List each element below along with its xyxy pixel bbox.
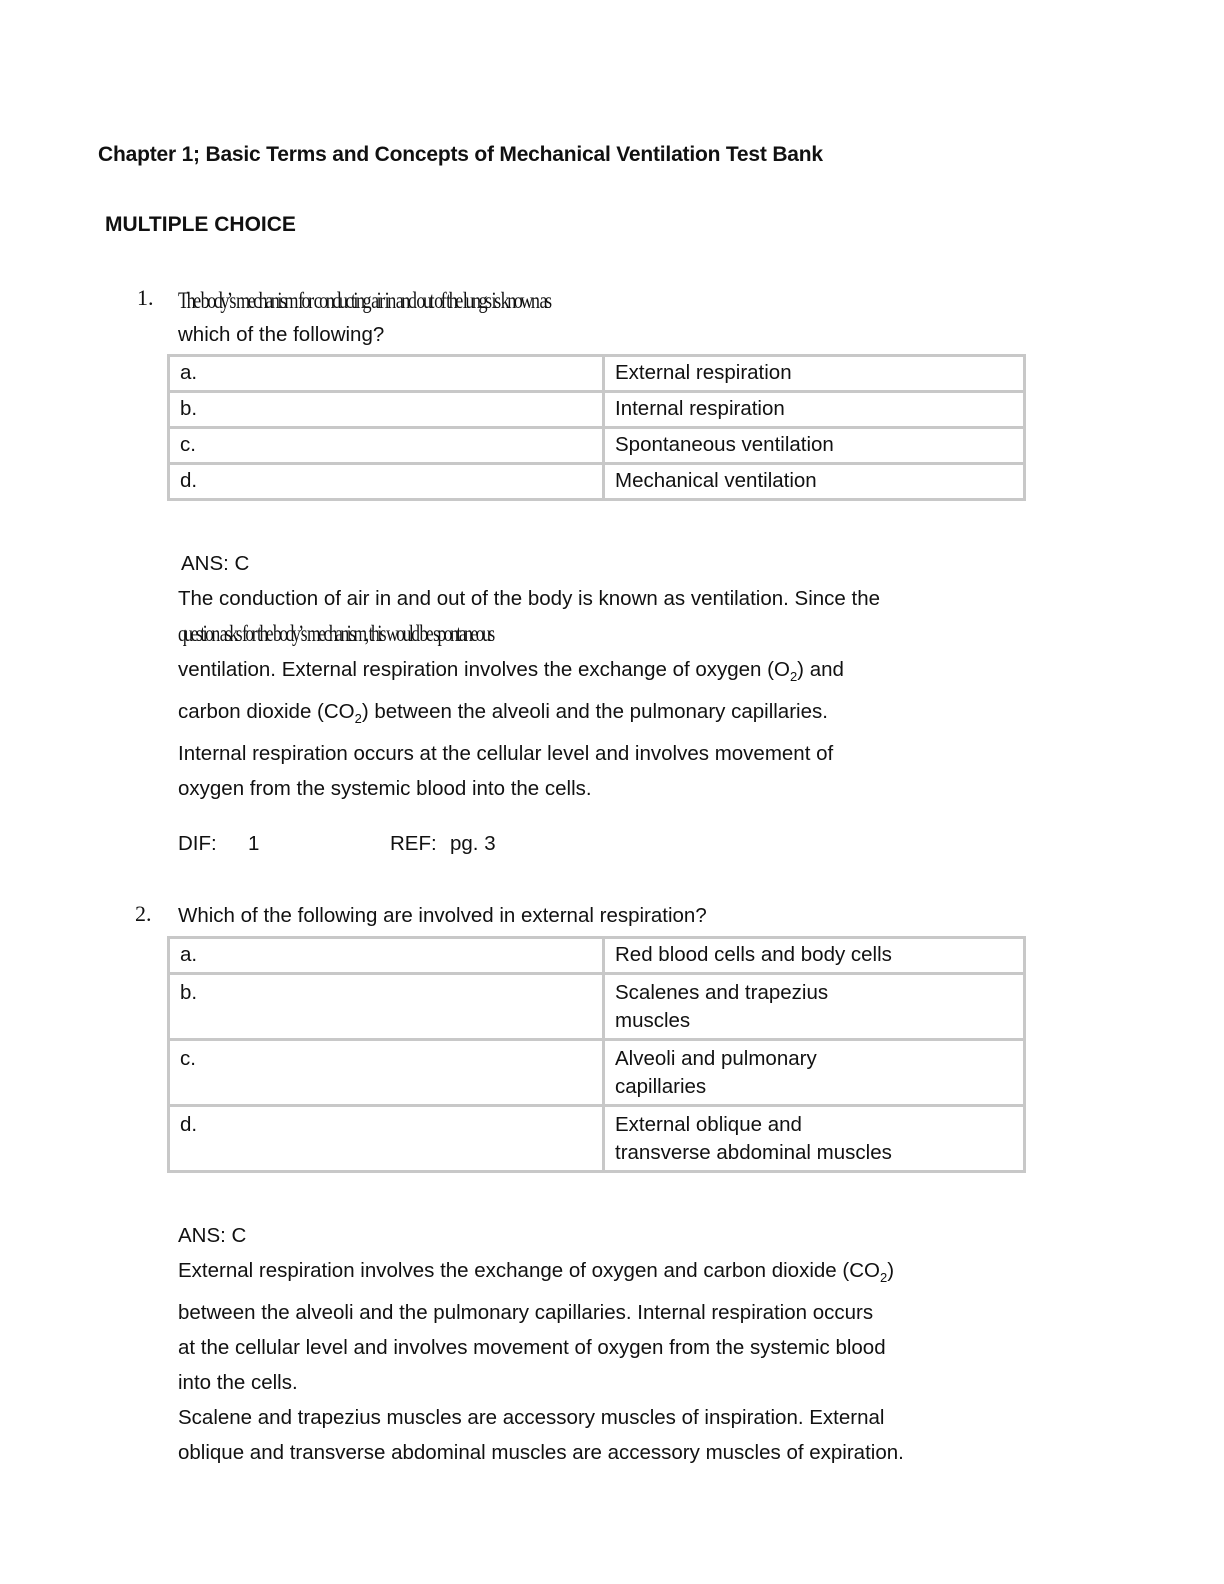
question-2-choices (167, 936, 1026, 1173)
section-heading: MULTIPLE CHOICE (105, 213, 296, 236)
question-1-choices (167, 354, 1026, 501)
question-1-answer-block (178, 546, 1038, 806)
choice-letter: d. (169, 1106, 604, 1172)
question-2-number: 2. (135, 901, 152, 926)
choice-row[interactable] (169, 1040, 1025, 1106)
choice-text: Scalenes and trapezius muscles (604, 974, 1025, 1040)
rationale-line: ventilation. External respiration involves the exchange of oxygen $(O_2)$ and (178, 658, 844, 685)
choice-row[interactable] (169, 428, 1025, 464)
choice-row[interactable] (169, 392, 1025, 428)
choice-letter: a. (169, 356, 604, 392)
choice-text: Mechanical ventilation (604, 464, 1025, 500)
choice-row[interactable] (169, 1106, 1025, 1172)
question-1-line-2: which of the following? (178, 323, 385, 346)
choice-letter: c. (169, 428, 604, 464)
choice-letter: c. (169, 1040, 604, 1106)
rationale-line: into the cells. (178, 1371, 298, 1395)
ref-label: REF: (390, 832, 437, 855)
question-2-answer-block (178, 1218, 1038, 1470)
rationale-line: between the alveoli and the pulmonary capillaries. Internal respiration occurs (178, 1301, 874, 1325)
choice-text: Red blood cells and body cells (604, 938, 1025, 974)
rationale-line: External respiration involves the exchange of oxygen and carbon dioxide $(CO_2)$ (178, 1259, 895, 1286)
choice-text: Spontaneous ventilation (604, 428, 1025, 464)
choice-letter: a. (169, 938, 604, 974)
answer-label: ANS: C (178, 1224, 247, 1247)
question-1-meta (178, 832, 496, 856)
rationale-line: oxygen from the systemic blood into the cells. (178, 777, 592, 801)
choice-text: Internal respiration (604, 392, 1025, 428)
rationale-line: oblique and transverse abdominal muscles are accessory muscles of expiration. (178, 1441, 904, 1465)
question-1-number: 1. (137, 285, 154, 310)
rationale-line: The conduction of air in and out of the body is known as ventilation. Since the (178, 587, 880, 610)
choice-row[interactable] (169, 974, 1025, 1040)
dif-value: 1 (248, 832, 260, 855)
answer-label: ANS: C (181, 552, 250, 575)
question-1-line-1: The body’s mechanism for conducting air in and out of the lungs is known as (178, 288, 550, 313)
rationale-line: Internal respiration occurs at the cellular level and involves movement of (178, 742, 834, 766)
rationale-line: at the cellular level and involves movement of oxygen from the systemic blood (178, 1336, 886, 1360)
dif-label: DIF: (178, 832, 217, 855)
choice-text: External respiration (604, 356, 1025, 392)
choice-row[interactable] (169, 938, 1025, 974)
choice-letter: b. (169, 392, 604, 428)
rationale-line: Scalene and trapezius muscles are accessory muscles of inspiration. External (178, 1406, 885, 1430)
rationale-line: carbon dioxide $(CO_2)$ between the alveoli and the pulmonary capillaries. (178, 700, 828, 727)
choice-text: External oblique and transverse abdominal muscles (604, 1106, 1025, 1172)
page-title: Chapter 1; Basic Terms and Concepts of Mechanical Ventilation Test Bank (98, 143, 823, 166)
choice-letter: d. (169, 464, 604, 500)
choice-letter: b. (169, 974, 604, 1040)
question-1-text (178, 283, 1028, 352)
rationale-line: question asks for the body’s mechanism, this would be spontaneous (178, 621, 493, 646)
question-2-text: Which of the following are involved in external respiration? (178, 904, 707, 927)
choice-row[interactable] (169, 356, 1025, 392)
choice-text: Alveoli and pulmonary capillaries (604, 1040, 1025, 1106)
ref-value: pg. 3 (450, 832, 496, 855)
choice-row[interactable] (169, 464, 1025, 500)
